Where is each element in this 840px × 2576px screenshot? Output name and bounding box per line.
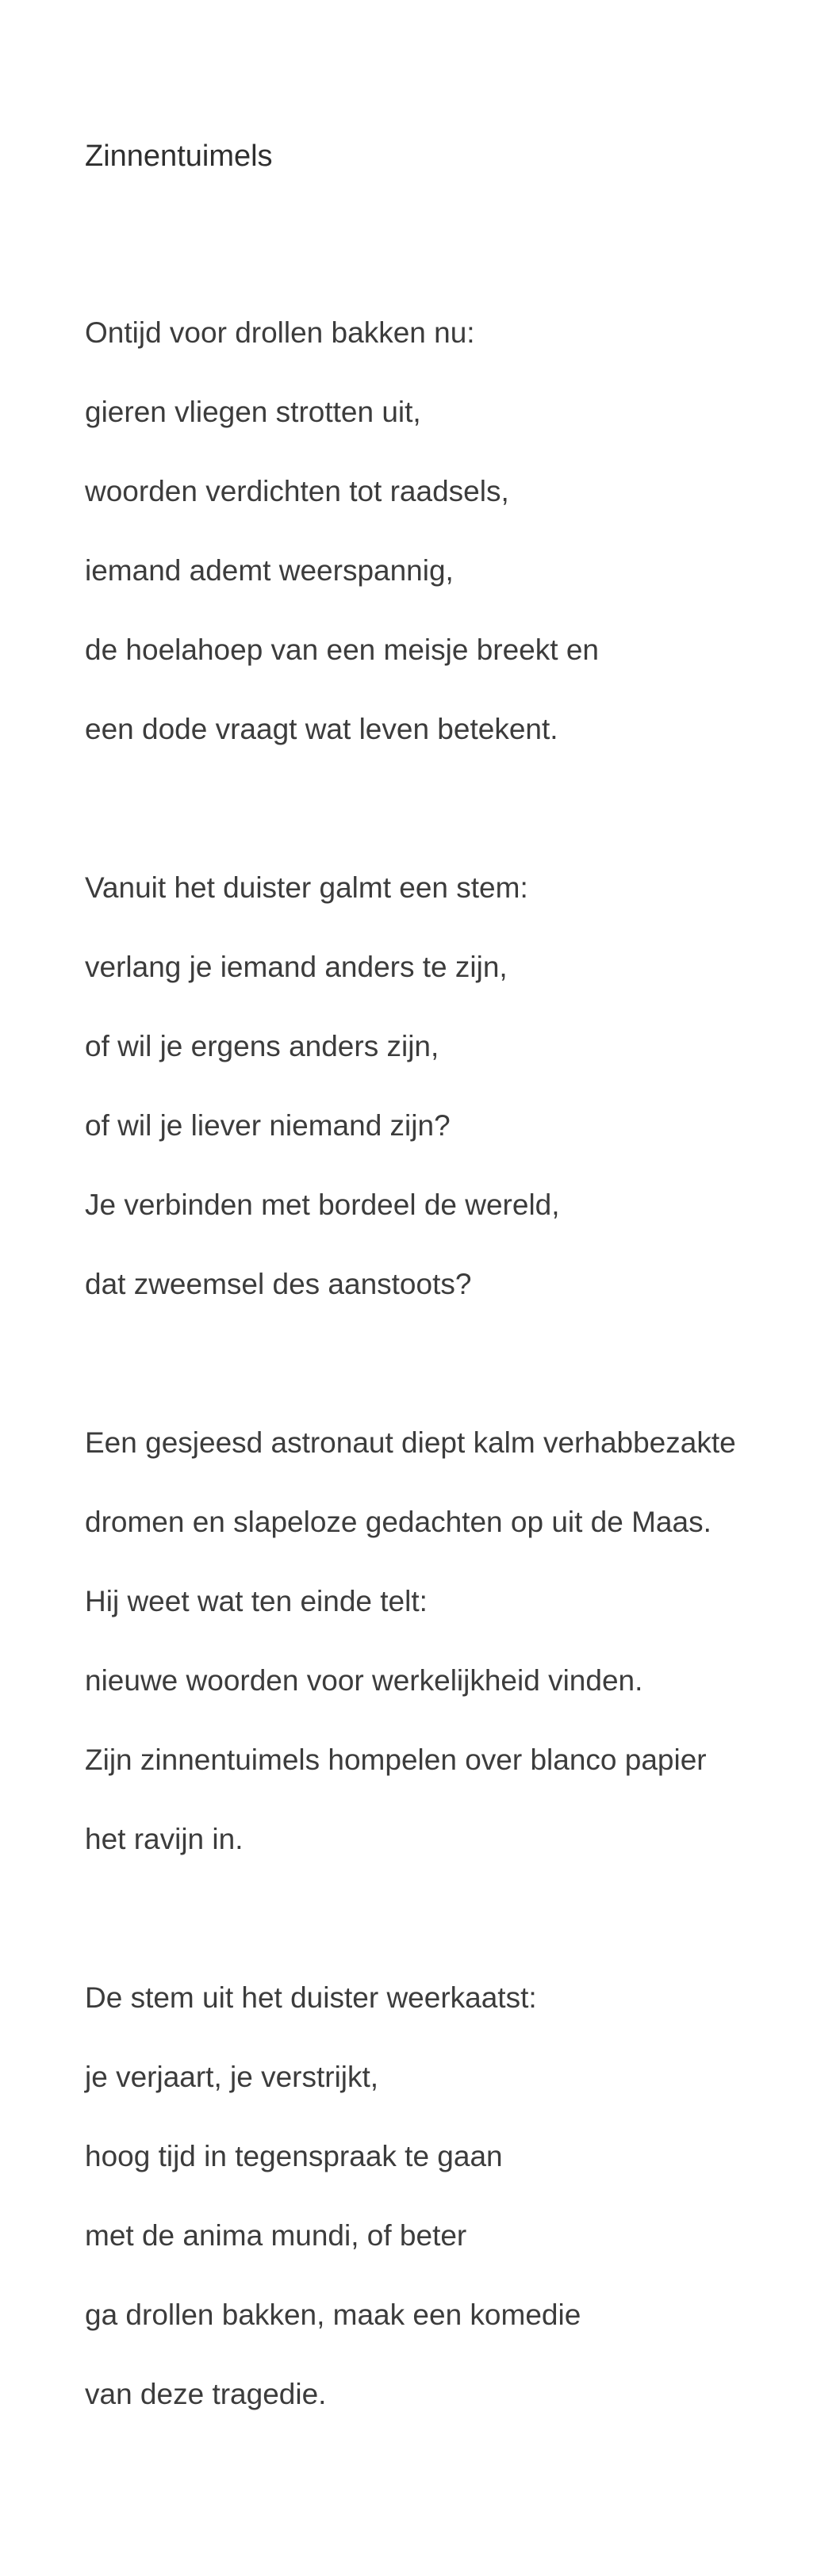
poem-line: hoog tijd in tegenspraak te gaan: [85, 2140, 503, 2172]
poem-line: of wil je liever niemand zijn?: [85, 1109, 451, 1142]
poem-line: een dode vraagt wat leven betekent.: [85, 713, 558, 745]
poem-line: ga drollen bakken, maak een komedie: [85, 2298, 581, 2331]
stanza-3: [85, 1403, 830, 1879]
poem-line: verlang je iemand anders te zijn,: [85, 951, 508, 983]
stanza-2: [85, 848, 830, 1324]
poem-line: iemand ademt weerspannig,: [85, 554, 454, 587]
poem-line: Vanuit het duister galmt een stem:: [85, 871, 528, 904]
poem-line: met de anima mundi, of beter: [85, 2219, 467, 2252]
poem-line: het ravijn in.: [85, 1823, 244, 1855]
poem-line: Een gesjeesd astronaut diept kalm verhabbezakte: [85, 1426, 736, 1459]
poem-body: [85, 293, 830, 2513]
stanza-1: [85, 293, 830, 769]
poem-line: van deze tragedie.: [85, 2378, 327, 2410]
poem-line: Hij weet wat ten einde telt:: [85, 1585, 428, 1617]
poem-line: dat zweemsel des aanstoots?: [85, 1268, 472, 1300]
poem-title: Zinnentuimels: [85, 140, 273, 173]
poem-line: gieren vliegen strotten uit,: [85, 396, 421, 428]
stanza-4: [85, 1958, 830, 2434]
poem-line: of wil je ergens anders zijn,: [85, 1030, 439, 1062]
poem-line: Zijn zinnentuimels hompelen over blanco papier: [85, 1743, 707, 1776]
poem-line: Ontijd voor drollen bakken nu:: [85, 316, 475, 349]
poem-line: nieuwe woorden voor werkelijkheid vinden.: [85, 1664, 643, 1697]
poem-line: woorden verdichten tot raadsels,: [85, 475, 509, 507]
poem-line: je verjaart, je verstrijkt,: [85, 2061, 379, 2093]
poem-line: Je verbinden met bordeel de wereld,: [85, 1188, 560, 1221]
poem-line: dromen en slapeloze gedachten op uit de Maas.: [85, 1506, 712, 1538]
poem-line: de hoelahoep van een meisje breekt en: [85, 633, 599, 666]
poem-line: De stem uit het duister weerkaatst:: [85, 1981, 537, 2014]
